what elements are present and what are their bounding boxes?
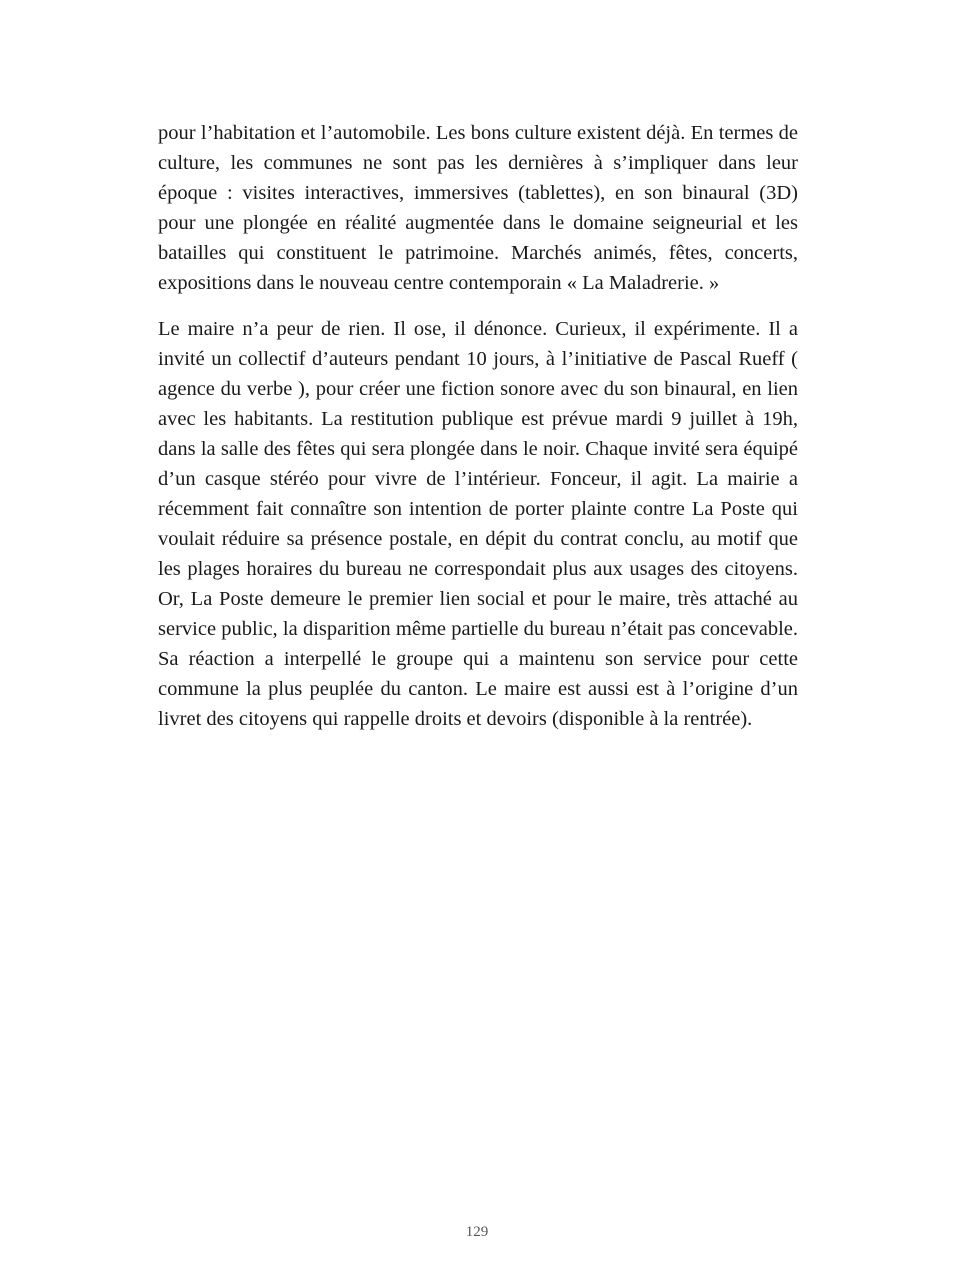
page-number: 129 bbox=[465, 1224, 489, 1240]
paragraph-2: Le maire n’a peur de rien. Il ose, il dénonce. Curieux, il expérimente. Il a invité un collectif d’auteurs pendant 10 jours, à l’initiative de Pascal Rueff ( agence du verbe ), pour créer une fiction sonore avec du son binaural, en lien avec les habitants. La restitution publique est prévue mardi 9 juillet à 19h, dans la salle des fêtes qui sera plongée dans le noir. Chaque invité sera équipé d’un casque stéréo pour vivre de l’intérieur. Fonceur, il agit. La mairie a récemment fait connaître son intention de porter plainte contre La Poste qui voulait réduire sa présence postale, en dépit du contrat conclu, au motif que les plages horaires du bureau ne correspondait plus aux usages des citoyens. Or, La Poste demeure le premier lien social et pour le maire, très attaché au service public, la disparition même partielle du bureau n’était pas concevable. Sa réaction a interpellé le groupe qui a maintenu son service pour cette commune la plus peuplée du canton. Le maire est aussi est à l’origine d’un livret des citoyens qui rappelle droits et devoirs (disponible à la rentrée). bbox=[158, 318, 798, 730]
paragraph-1: pour l’habitation et l’automobile. Les bons culture existent déjà. En termes de culture, les communes ne sont pas les dernières à s’impliquer dans leur époque : visites interactives, immersives (tablettes), en son binaural (3D) pour une plongée en réalité augmentée dans le domaine seigneurial et les batailles qui constituent le patrimoine. Marchés animés, fêtes, concerts, expositions dans le nouveau centre contemporain « La Maladrerie. » bbox=[158, 122, 798, 294]
body-text bbox=[158, 118, 798, 734]
